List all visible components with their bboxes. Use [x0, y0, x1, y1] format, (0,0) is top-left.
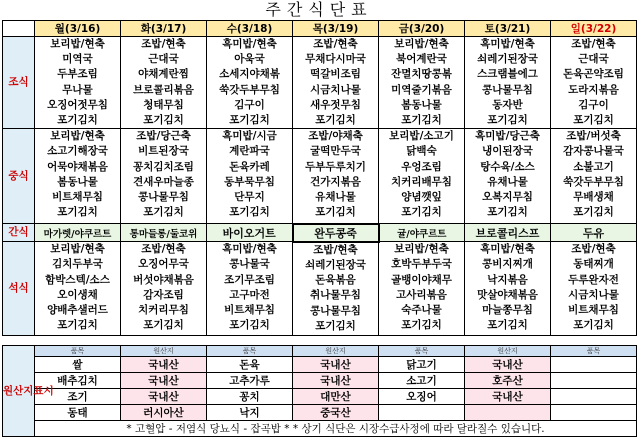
menu-item: 계란파국	[229, 145, 270, 158]
menu-item: 조밥/야채축	[308, 130, 363, 143]
menu-item: 포기김치	[573, 319, 614, 332]
menu-cell	[35, 129, 121, 224]
menu-item: 돈육볶음	[315, 274, 356, 287]
menu-item: 도라지볶음	[568, 83, 619, 96]
origin-row	[3, 373, 637, 389]
origin-item: 꽁치	[207, 389, 293, 405]
menu-item: 포기김치	[487, 206, 528, 219]
snack-cell: 바이오거트	[207, 224, 293, 242]
menu-item: 냉이된장국	[482, 145, 533, 158]
menu-item: 두부조림	[57, 68, 98, 81]
menu-item: 근대국	[148, 53, 179, 66]
menu-item: 포기김치	[573, 206, 614, 219]
menu-item: 무나물	[62, 83, 93, 96]
menu-item: 고구마전	[229, 288, 270, 301]
menu-item: 포기김치	[57, 206, 98, 219]
menu-item: 굴떡만두국	[310, 145, 361, 158]
menu-item: 조밥/현축	[313, 243, 358, 256]
menu-item: 소고기해장국	[47, 145, 108, 158]
origin-header: 품목	[551, 346, 637, 357]
origin-item: 배추김치	[35, 373, 121, 389]
lunch-row	[3, 129, 637, 224]
menu-cell	[379, 242, 465, 336]
origin-item	[551, 357, 637, 373]
menu-item: 비트채무침	[52, 191, 103, 204]
menu-item: 꽁치김치조림	[133, 160, 194, 173]
menu-item: 흑미밥/현축	[222, 243, 277, 256]
menu-item: 흑미밥/현축	[480, 243, 535, 256]
menu-item: 돈육곤약조림	[563, 68, 624, 81]
menu-item: 포기김치	[401, 206, 442, 219]
menu-item: 봄동나물	[57, 175, 98, 188]
menu-item: 콩나물무침	[310, 304, 361, 317]
origin-header: 품목	[379, 346, 465, 357]
menu-item: 낙지볶음	[487, 273, 528, 286]
day-header-sunday: 일(3/22)	[551, 21, 637, 37]
menu-cell	[551, 129, 637, 224]
menu-item: 탕수육/소스	[480, 160, 535, 173]
menu-cell	[35, 242, 121, 336]
menu-cell	[121, 129, 207, 224]
menu-item: 콩비지찌개	[482, 258, 533, 271]
menu-item: 무배생채	[573, 191, 614, 204]
corner-cell	[3, 21, 35, 37]
day-header: 목(3/19)	[293, 21, 379, 37]
menu-item: 조밥/버섯축	[566, 130, 621, 143]
menu-table	[2, 20, 637, 336]
menu-item: 오이생채	[57, 288, 98, 301]
dinner-row	[3, 242, 637, 336]
day-header-row	[3, 21, 637, 37]
origin-item: 쌀	[35, 357, 121, 373]
menu-cell	[35, 37, 121, 129]
menu-item: 아욱국	[234, 53, 265, 66]
meal-label-dinner: 석식	[3, 242, 35, 336]
menu-item: 북어계란국	[396, 53, 447, 66]
menu-item: 소세지야채볶	[219, 68, 280, 81]
origin-table	[2, 345, 637, 437]
menu-item: 무채다시마국	[305, 53, 366, 66]
menu-item: 동태찌개	[573, 258, 614, 271]
menu-item: 흑미밥/현축	[222, 38, 277, 50]
menu-item: 포기김치	[229, 114, 270, 127]
meal-label-lunch: 중식	[3, 129, 35, 224]
menu-cell	[293, 242, 379, 336]
origin-header: 품목	[35, 346, 121, 357]
menu-item: 김구이	[234, 98, 265, 111]
origin-row	[3, 389, 637, 405]
menu-item: 야채계란찜	[138, 68, 189, 81]
menu-item: 두루완자전	[568, 273, 619, 286]
menu-item: 호박두부두국	[391, 258, 452, 271]
menu-cell	[121, 37, 207, 129]
menu-item: 김구이	[578, 98, 609, 111]
breakfast-row	[3, 37, 637, 129]
menu-item: 김치두부국	[52, 258, 103, 271]
origin-note-row	[3, 421, 637, 437]
footer-note: * 고혈압 - 저염식 당뇨식 - 잡곡밥 * * 상기 식단은 시장수급사정에 따라 달라질수 있습니다.	[35, 421, 637, 437]
origin-header: 원산지	[293, 346, 379, 357]
menu-item: 치커리배무침	[391, 175, 452, 188]
origin-row	[3, 357, 637, 373]
menu-item: 감자콩나물국	[563, 145, 624, 158]
menu-item: 보리밥/현축	[50, 243, 105, 256]
menu-item: 조밥/현축	[141, 38, 186, 50]
day-header: 화(3/17)	[121, 21, 207, 37]
menu-item: 스크램블에그	[477, 68, 538, 81]
menu-item: 흑미밥/당근축	[475, 130, 540, 143]
menu-item: 함박스텍/소스	[45, 273, 110, 286]
origin-country: 대만산	[293, 389, 379, 405]
menu-item: 새우젓무침	[310, 98, 361, 111]
origin-country: 러시아산	[121, 405, 207, 421]
menu-item: 고사리볶음	[396, 288, 447, 301]
menu-item: 미역줄기볶음	[391, 83, 452, 96]
origin-item: 동태	[35, 405, 121, 421]
menu-item: 단무지	[234, 191, 265, 204]
menu-cell	[121, 242, 207, 336]
origin-item: 조기	[35, 389, 121, 405]
menu-item: 양념깻잎	[401, 191, 442, 204]
menu-item: 조기무조림	[224, 273, 275, 286]
origin-item	[379, 405, 465, 421]
menu-item: 견새우마늘종	[133, 175, 194, 188]
menu-item: 마늘쫑무침	[482, 304, 533, 317]
menu-item: 포기김치	[57, 319, 98, 332]
origin-item: 닭고기	[379, 357, 465, 373]
menu-item: 감자조림	[143, 288, 184, 301]
day-header: 수(3/18)	[207, 21, 293, 37]
origin-country: 호주산	[465, 373, 551, 389]
meal-label-breakfast: 조식	[3, 37, 35, 129]
menu-item: 쇠레기된장국	[305, 258, 366, 271]
menu-item: 조밥/현축	[571, 243, 616, 256]
origin-country	[465, 405, 551, 421]
menu-item: 포기김치	[401, 114, 442, 127]
menu-item: 포기김치	[229, 206, 270, 219]
snack-row	[3, 224, 637, 242]
snack-cell: 귤/야쿠르트	[379, 224, 465, 242]
menu-item: 포기김치	[315, 319, 356, 332]
origin-country: 국내산	[121, 357, 207, 373]
menu-item: 오징어젓무침	[47, 98, 108, 111]
menu-cell	[465, 242, 551, 336]
menu-item: 포기김치	[143, 114, 184, 127]
menu-item: 비트채무침	[568, 304, 619, 317]
menu-item: 동자반	[492, 98, 523, 111]
menu-item: 보리밥/현축	[50, 38, 105, 50]
menu-item: 근대국	[578, 53, 609, 66]
menu-item: 치커리무침	[138, 304, 189, 317]
menu-item: 포기김치	[315, 114, 356, 127]
menu-item: 시금치나물	[310, 83, 361, 96]
menu-item: 청태무침	[143, 98, 184, 111]
menu-item: 동부묵무침	[224, 175, 275, 188]
menu-item: 흑미밥/현축	[480, 38, 535, 50]
menu-item: 닭백숙	[406, 145, 437, 158]
menu-item: 브로콜리볶음	[133, 83, 194, 96]
menu-item: 포기김치	[143, 206, 184, 219]
menu-cell	[207, 37, 293, 129]
origin-country: 국내산	[293, 373, 379, 389]
menu-item: 소불고기	[573, 160, 614, 173]
menu-item: 조밥/현축	[141, 243, 186, 256]
origin-country: 국내산	[293, 357, 379, 373]
menu-item: 골뱅이야채무	[391, 273, 452, 286]
snack-cell: 통마들롱/둘코위	[121, 224, 207, 242]
menu-item: 포기김치	[487, 319, 528, 332]
menu-item: 오복지무침	[482, 191, 533, 204]
menu-item: 비트채무침	[224, 304, 275, 317]
menu-item: 포기김치	[315, 206, 356, 219]
menu-cell	[207, 129, 293, 224]
menu-item: 돈육카레	[229, 160, 270, 173]
origin-country: 중국산	[293, 405, 379, 421]
menu-item: 보리밥/현축	[394, 38, 449, 50]
menu-item: 맛살야채볶음	[477, 288, 538, 301]
origin-header-row	[3, 346, 637, 357]
meal-label-snack: 간식	[3, 224, 35, 242]
origin-item: 소고기	[379, 373, 465, 389]
day-header: 금(3/20)	[379, 21, 465, 37]
origin-header: 원산지	[465, 346, 551, 357]
menu-item: 양배추샐러드	[47, 304, 108, 317]
origin-country: 국내산	[121, 389, 207, 405]
origin-label: 원산지표시	[3, 346, 35, 437]
menu-item: 콩나물국	[229, 258, 270, 271]
origin-country: 국내산	[121, 373, 207, 389]
menu-item: 조밥/당근축	[136, 130, 191, 143]
snack-cell-selected[interactable]: 완두콩죽	[293, 224, 379, 242]
origin-item: 돈육	[207, 357, 293, 373]
origin-header: 원산지	[121, 346, 207, 357]
menu-item: 유채나물	[487, 175, 528, 188]
snack-cell: 두유	[551, 224, 637, 242]
menu-item: 조밥/현축	[313, 38, 358, 50]
menu-item: 쑥갓두부무침	[219, 83, 280, 96]
origin-item: 오징어	[379, 389, 465, 405]
menu-item: 포기김치	[487, 114, 528, 127]
menu-item: 떡갈비조림	[310, 68, 361, 81]
menu-item: 버섯야채볶음	[133, 273, 194, 286]
menu-item: 오징어무국	[138, 258, 189, 271]
menu-item: 비트된장국	[138, 145, 189, 158]
menu-cell	[379, 37, 465, 129]
day-header: 토(3/21)	[465, 21, 551, 37]
menu-cell	[551, 37, 637, 129]
origin-item	[551, 405, 637, 421]
menu-item: 쇠레기된장국	[477, 53, 538, 66]
menu-item: 포기김치	[57, 114, 98, 127]
menu-item: 어묵야채볶음	[47, 160, 108, 173]
origin-row	[3, 405, 637, 421]
menu-item: 포기김치	[229, 319, 270, 332]
origin-item: 고추가루	[207, 373, 293, 389]
origin-header: 품목	[207, 346, 293, 357]
menu-item: 보리밥/현축	[394, 243, 449, 256]
menu-item: 취나물무침	[310, 289, 361, 302]
menu-item: 쑥갓두부무침	[563, 175, 624, 188]
menu-item: 보리밥/소고기	[389, 130, 454, 143]
snack-cell: 마가렛/야쿠르트	[35, 224, 121, 242]
menu-item: 시금치나물	[568, 288, 619, 301]
origin-item	[551, 373, 637, 389]
menu-item: 건가지볶음	[310, 175, 361, 188]
menu-item: 콩나물무침	[482, 83, 533, 96]
menu-cell	[293, 37, 379, 129]
menu-item: 숙주나물	[401, 304, 442, 317]
menu-item: 흑미밥/시금	[222, 130, 277, 143]
menu-item: 포기김치	[143, 319, 184, 332]
menu-cell	[465, 37, 551, 129]
weekly-menu-sheet	[2, 0, 636, 435]
menu-item: 콩나물무침	[138, 191, 189, 204]
menu-item: 두부두루치기	[305, 160, 366, 173]
menu-item: 우엉조림	[401, 160, 442, 173]
menu-cell	[379, 129, 465, 224]
origin-country: 국내산	[465, 357, 551, 373]
menu-item: 조밥/현축	[571, 38, 616, 50]
origin-country: 국내산	[465, 389, 551, 405]
menu-item: 포기김치	[401, 319, 442, 332]
page-title: 주간식단표	[265, 0, 373, 19]
menu-cell	[551, 242, 637, 336]
menu-item: 잔멸치땅콩볶	[391, 68, 452, 81]
menu-item: 포기김치	[573, 114, 614, 127]
snack-cell: 브로콜리스프	[465, 224, 551, 242]
menu-item: 미역국	[62, 53, 93, 66]
day-header: 월(3/16)	[35, 21, 121, 37]
menu-item: 봄동나물	[401, 98, 442, 111]
menu-cell	[293, 129, 379, 224]
menu-cell	[465, 129, 551, 224]
origin-item: 낙지	[207, 405, 293, 421]
origin-item	[551, 389, 637, 405]
menu-cell	[207, 242, 293, 336]
menu-item: 보리밥/현축	[50, 130, 105, 143]
menu-item: 유채나물	[315, 191, 356, 204]
